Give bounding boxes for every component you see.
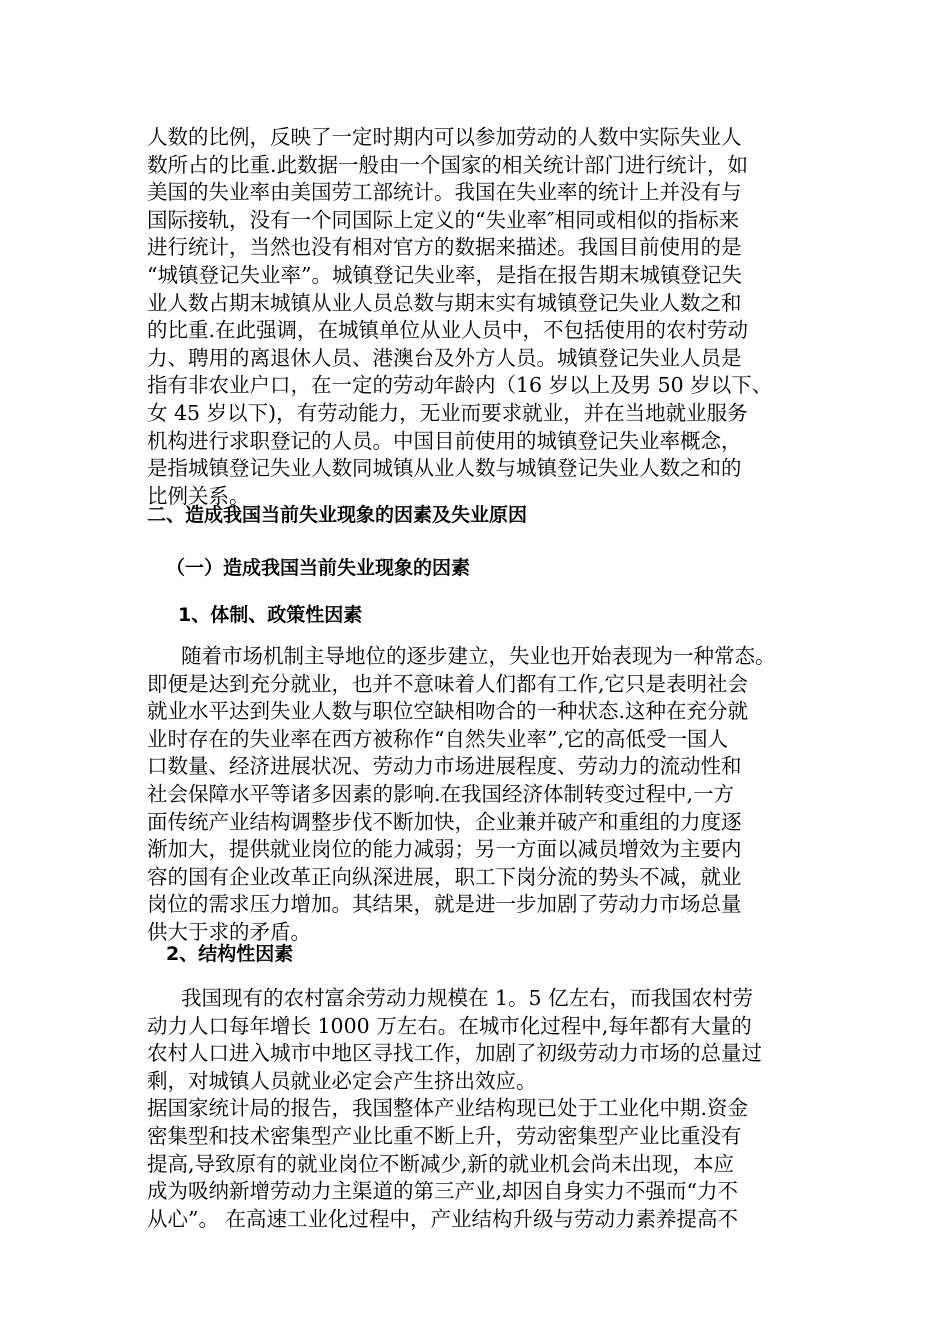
text-line: 业时存在的失业率在西方被称作“自然失业率”,它的高低受一国人 bbox=[147, 726, 728, 751]
text-line: 随着市场机制主导地位的逐步建立，失业也开始表现为一种常态。 bbox=[181, 644, 776, 668]
text-line: “城镇登记失业率”。城镇登记失业率，是指在报告期末城镇登记失 bbox=[147, 262, 742, 287]
text-line: 农村人口进入城市中地区寻找工作，加剧了初级劳动力市场的总量过 bbox=[147, 1041, 762, 1066]
text-line: 的比重.在此强调，在城镇单位从业人员中，不包括使用的农村劳动 bbox=[147, 318, 749, 343]
text-line: 美国的失业率由美国劳工部统计。我国在失业率的统计上并没有与 bbox=[147, 180, 742, 205]
text-line: 口数量、经济进展状况、劳动力市场进展程度、劳动力的流动性和 bbox=[147, 754, 742, 779]
paragraph-definition bbox=[147, 124, 815, 510]
text-line: 国际接轨，没有一个同国际上定义的“失业率″相同或相似的指标来 bbox=[147, 207, 740, 232]
text-line: 比例关系。 bbox=[147, 483, 250, 508]
text-line: 成为吸纳新增劳动力主渠道的第三产业,却因自身实力不强而“力不 bbox=[147, 1179, 738, 1204]
text-line: 女 45 岁以下)，有劳动能力，无业而要求就业，并在当地就业服务 bbox=[147, 400, 748, 425]
text-line: 容的国有企业改革正向纵深进展，职工下岗分流的势头不减，就业 bbox=[147, 864, 742, 889]
text-line: 即便是达到充分就业，也并不意味着人们都有工作,它只是表明社会 bbox=[147, 671, 749, 696]
paragraph-institutional bbox=[147, 643, 815, 947]
section-heading: 二、造成我国当前失业现象的因素及失业原因 bbox=[147, 504, 528, 526]
text-line: 面传统产业结构调整步伐不断加快，企业兼并破产和重组的力度逐 bbox=[147, 809, 742, 834]
text-line: 数所占的比重.此数据一般由一个国家的相关统计部门进行统计，如 bbox=[147, 152, 749, 177]
text-line: 剩，对城镇人员就业必定会产生挤出效应。 bbox=[147, 1068, 537, 1093]
text-line: 提高,导致原有的就业岗位不断减少,新的就业机会尚未出现，本应 bbox=[147, 1151, 735, 1176]
text-line: 力、聘用的离退休人员、港澳台及外方人员。城镇登记失业人员是 bbox=[147, 345, 742, 370]
text-line: 就业水平达到失业人数与职位空缺相吻合的一种状态.这种在充分就 bbox=[147, 699, 749, 724]
text-line: 业人数占期末城镇从业人员总数与期末实有城镇登记失业人数之和 bbox=[147, 290, 742, 315]
text-line: 动力人口每年增长 1000 万左右。在城市化过程中,每年都有大量的 bbox=[147, 1013, 752, 1038]
text-line: 从心”。 在高速工业化过程中，产业结构升级与劳动力素养提高不 bbox=[147, 1206, 738, 1231]
subsection-heading: （一）造成我国当前失业现象的因素 bbox=[166, 557, 471, 579]
text-line: 机构进行求职登记的人员。中国目前使用的城镇登记失业率概念， bbox=[147, 428, 742, 453]
paragraph-structural bbox=[147, 985, 815, 1233]
text-line: 社会保障水平等诸多因素的影响.在我国经济体制转变过程中,一方 bbox=[147, 781, 735, 806]
text-line: 密集型和技术密集型产业比重不断上升，劳动密集型产业比重没有 bbox=[147, 1123, 742, 1148]
item-heading-structural: 2、结构性因素 bbox=[166, 943, 294, 965]
text-line: 渐加大，提供就业岗位的能力减弱；另一方面以减员增效为主要内 bbox=[147, 837, 742, 862]
text-line: 进行统计，当然也没有相对官方的数据来描述。我国目前使用的是 bbox=[147, 235, 742, 260]
item-heading-institutional: 1、体制、政策性因素 bbox=[178, 604, 363, 626]
text-line: 供大于求的矛盾。 bbox=[147, 919, 311, 944]
text-line: 指有非农业户口，在一定的劳动年龄内（16 岁以上及男 50 岁以下、 bbox=[147, 373, 773, 398]
text-line: 据国家统计局的报告，我国整体产业结构现已处于工业化中期.资金 bbox=[147, 1096, 749, 1121]
text-line: 我国现有的农村富余劳动力规模在 1。5 亿左右，而我国农村劳 bbox=[181, 986, 754, 1010]
text-line: 是指城镇登记失业人数同城镇从业人数与城镇登记失业人数之和的 bbox=[147, 456, 742, 481]
text-line: 岗位的需求压力增加。其结果，就是进一步加剧了劳动力市场总量 bbox=[147, 892, 742, 917]
text-line: 人数的比例，反映了一定时期内可以参加劳动的人数中实际失业人 bbox=[147, 125, 742, 149]
